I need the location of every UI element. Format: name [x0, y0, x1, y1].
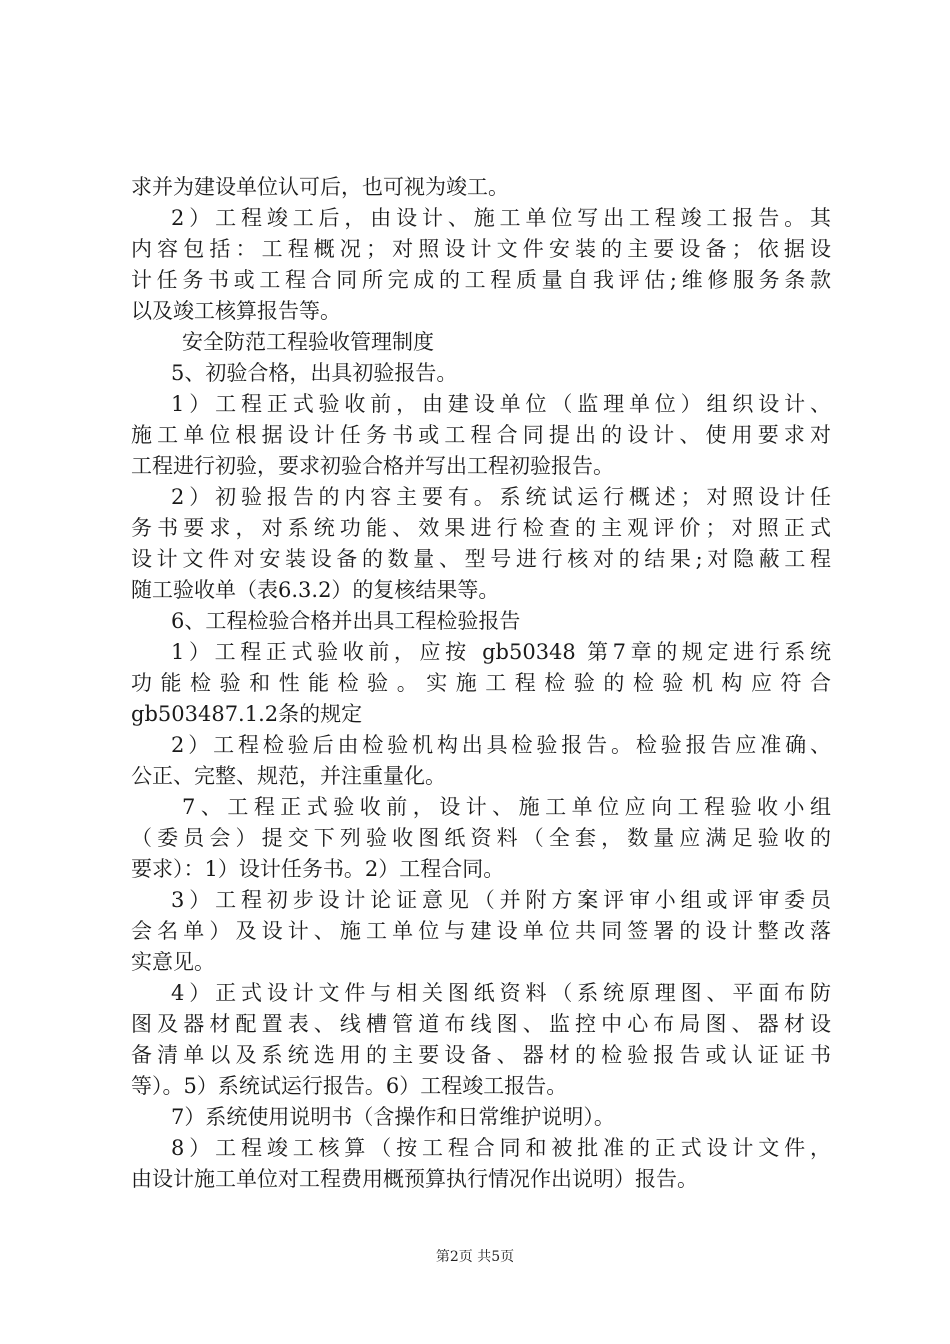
text-line: 7、工程正式验收前，设计、施工单位应向工程验收小组	[182, 795, 831, 819]
text-line: 计任务书或工程合同所完成的工程质量自我评估;维修服务条款	[131, 268, 831, 292]
text-line: 4）正式设计文件与相关图纸资料（系统原理图、平面布防	[171, 981, 831, 1005]
page-footer: 第2页 共5页	[435, 1249, 515, 1265]
text-line: 工程进行初验，要求初验合格并写出工程初验报告。	[131, 454, 614, 478]
text-line: 务书要求，对系统功能、效果进行检查的主观评价；对照正式	[131, 516, 831, 540]
text-line: 1）工程正式验收前，应按 gb50348 第7章的规定进行系统	[171, 640, 831, 664]
text-line: 5、初验合格，出具初验报告。	[171, 361, 458, 385]
text-line: 以及竣工核算报告等。	[131, 299, 341, 323]
text-line: 备清单以及系统选用的主要设备、器材的检验报告或认证证书	[131, 1043, 831, 1067]
text-line: gb503487.1.2条的规定	[131, 702, 363, 726]
text-line: 要求）：1）设计任务书。2）工程合同。	[131, 857, 505, 881]
text-line: 会名单）及设计、施工单位与建设单位共同签署的设计整改落	[131, 919, 831, 943]
text-line: 公正、完整、规范，并注重量化。	[131, 764, 446, 788]
text-line: 等）。5）系统试运行报告。6）工程竣工报告。	[131, 1074, 568, 1098]
text-line: 设计文件对安装设备的数量、型号进行核对的结果;对隐蔽工程	[131, 547, 831, 571]
text-line: 2）工程竣工后，由设计、施工单位写出工程竣工报告。其	[171, 206, 831, 230]
text-line: （委员会）提交下列验收图纸资料（全套，数量应满足验收的	[131, 826, 831, 850]
text-line: 2）工程检验后由检验机构出具检验报告。检验报告应准确、	[171, 733, 831, 757]
text-line: 随工验收单（表6.3.2）的复核结果等。	[131, 578, 500, 602]
text-line: 2）初验报告的内容主要有。系统试运行概述；对照设计任	[171, 485, 831, 509]
text-line: 8）工程竣工核算（按工程合同和被批准的正式设计文件，	[171, 1136, 831, 1160]
text-line: 7）系统使用说明书（含操作和日常维护说明）。	[171, 1105, 615, 1129]
document-body	[131, 172, 831, 1195]
text-line: 内容包括：工程概况；对照设计文件安装的主要设备；依据设	[131, 237, 831, 261]
text-line: 安全防范工程验收管理制度	[182, 330, 434, 354]
text-line: 实意见。	[131, 950, 215, 974]
text-line: 功能检验和性能检验。实施工程检验的检验机构应符合	[131, 671, 831, 695]
text-line: 图及器材配置表、线槽管道布线图、监控中心布局图、器材设	[131, 1012, 831, 1036]
text-line: 3）工程初步设计论证意见（并附方案评审小组或评审委员	[171, 888, 831, 912]
text-line: 1）工程正式验收前，由建设单位（监理单位）组织设计、	[171, 392, 831, 416]
text-line: 由设计施工单位对工程费用概预算执行情况作出说明）报告。	[131, 1167, 698, 1191]
text-line: 施工单位根据设计任务书或工程合同提出的设计、使用要求对	[131, 423, 831, 447]
text-line: 求并为建设单位认可后，也可视为竣工。	[131, 175, 509, 199]
text-line: 6、工程检验合格并出具工程检验报告	[171, 609, 521, 633]
